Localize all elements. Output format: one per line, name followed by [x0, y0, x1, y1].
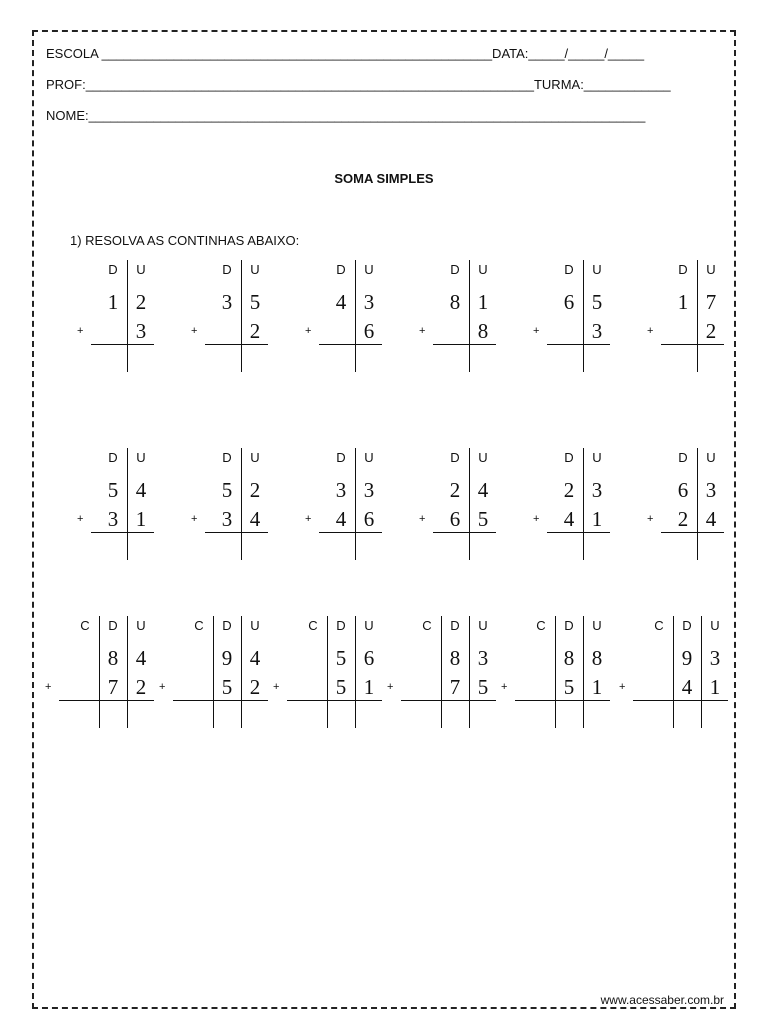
- column-header: U: [478, 618, 488, 633]
- column-header: U: [364, 618, 374, 633]
- top-digit: 4: [249, 646, 261, 670]
- top-digit: 1: [677, 290, 689, 314]
- top-digit: 5: [107, 478, 119, 502]
- column-divider: [99, 616, 100, 728]
- bottom-digit: 1: [591, 675, 603, 699]
- top-digit: 9: [681, 646, 693, 670]
- column-divider: [701, 616, 702, 728]
- column-divider: [697, 448, 698, 560]
- plus-sign: +: [619, 681, 626, 693]
- plus-sign: +: [419, 325, 426, 337]
- column-divider: [583, 616, 584, 728]
- bottom-digit: 7: [449, 675, 461, 699]
- column-divider: [583, 448, 584, 560]
- column-divider: [555, 616, 556, 728]
- bottom-digit: 5: [221, 675, 233, 699]
- top-digit: 8: [107, 646, 119, 670]
- top-digit: 3: [363, 478, 375, 502]
- bottom-digit: 4: [335, 507, 347, 531]
- column-header: U: [136, 450, 146, 465]
- bottom-digit: 1: [135, 507, 147, 531]
- column-divider: [583, 260, 584, 372]
- sum-line: [633, 700, 728, 701]
- worksheet-title: SOMA SIMPLES: [334, 171, 434, 186]
- bottom-digit: 5: [477, 675, 489, 699]
- column-divider: [355, 616, 356, 728]
- top-digit: 5: [221, 478, 233, 502]
- bottom-digit: 3: [135, 319, 147, 343]
- sum-line: [433, 532, 496, 533]
- column-header: D: [336, 618, 346, 633]
- top-digit: 3: [709, 646, 721, 670]
- sum-line: [91, 532, 154, 533]
- top-digit: 3: [221, 290, 233, 314]
- plus-sign: +: [647, 513, 654, 525]
- exercise-instruction: 1) RESOLVA AS CONTINHAS ABAIXO:: [70, 233, 300, 248]
- top-digit: 3: [591, 478, 603, 502]
- column-header: D: [336, 262, 346, 277]
- column-header: C: [80, 618, 90, 633]
- bottom-digit: 3: [107, 507, 119, 531]
- sum-line: [401, 700, 496, 701]
- top-digit: 8: [563, 646, 575, 670]
- bottom-digit: 2: [249, 319, 261, 343]
- sum-line: [205, 532, 268, 533]
- bottom-digit: 2: [249, 675, 261, 699]
- top-digit: 5: [249, 290, 261, 314]
- plus-sign: +: [501, 681, 508, 693]
- bottom-digit: 1: [363, 675, 375, 699]
- column-header: U: [710, 618, 720, 633]
- top-digit: 3: [363, 290, 375, 314]
- sum-line: [319, 532, 382, 533]
- website-footer: www.acessaber.com.br: [600, 993, 724, 1007]
- sum-line: [91, 344, 154, 345]
- plus-sign: +: [191, 513, 198, 525]
- column-header: D: [678, 450, 688, 465]
- bottom-digit: 1: [591, 507, 603, 531]
- top-digit: 5: [591, 290, 603, 314]
- bottom-digit: 1: [709, 675, 721, 699]
- column-header: U: [364, 262, 374, 277]
- top-digit: 8: [449, 290, 461, 314]
- top-digit: 3: [335, 478, 347, 502]
- sum-line: [547, 344, 610, 345]
- column-header: U: [364, 450, 374, 465]
- column-divider: [241, 616, 242, 728]
- plus-sign: +: [533, 513, 540, 525]
- sum-line: [547, 532, 610, 533]
- top-digit: 2: [563, 478, 575, 502]
- top-digit: 4: [135, 478, 147, 502]
- column-header: D: [336, 450, 346, 465]
- column-divider: [355, 260, 356, 372]
- bottom-digit: 3: [221, 507, 233, 531]
- column-header: U: [592, 262, 602, 277]
- school-field: ESCOLA ______________________________________________________DATA:_____/_____/_____: [46, 46, 645, 61]
- plus-sign: +: [305, 513, 312, 525]
- column-header: C: [308, 618, 318, 633]
- top-digit: 6: [563, 290, 575, 314]
- top-digit: 4: [335, 290, 347, 314]
- sum-line: [433, 344, 496, 345]
- bottom-digit: 2: [705, 319, 717, 343]
- top-digit: 3: [477, 646, 489, 670]
- top-digit: 4: [477, 478, 489, 502]
- plus-sign: +: [647, 325, 654, 337]
- column-header: U: [478, 450, 488, 465]
- column-divider: [469, 448, 470, 560]
- column-divider: [441, 616, 442, 728]
- plus-sign: +: [77, 513, 84, 525]
- column-header: C: [422, 618, 432, 633]
- column-divider: [127, 448, 128, 560]
- sum-line: [287, 700, 382, 701]
- top-digit: 3: [705, 478, 717, 502]
- top-digit: 8: [449, 646, 461, 670]
- column-header: D: [682, 618, 692, 633]
- bottom-digit: 6: [363, 319, 375, 343]
- bottom-digit: 4: [249, 507, 261, 531]
- bottom-digit: 6: [449, 507, 461, 531]
- teacher-field: PROF:______________________________________________________________TURMA:____________: [46, 77, 671, 92]
- top-digit: 7: [705, 290, 717, 314]
- column-header: U: [592, 618, 602, 633]
- top-digit: 1: [107, 290, 119, 314]
- plus-sign: +: [159, 681, 166, 693]
- column-header: U: [250, 618, 260, 633]
- bottom-digit: 5: [335, 675, 347, 699]
- column-header: D: [108, 262, 118, 277]
- plus-sign: +: [77, 325, 84, 337]
- column-header: D: [564, 450, 574, 465]
- column-header: D: [678, 262, 688, 277]
- column-divider: [697, 260, 698, 372]
- column-divider: [127, 616, 128, 728]
- column-header: U: [592, 450, 602, 465]
- sum-line: [59, 700, 154, 701]
- column-header: U: [250, 262, 260, 277]
- column-divider: [127, 260, 128, 372]
- top-digit: 6: [363, 646, 375, 670]
- column-divider: [241, 448, 242, 560]
- column-header: D: [222, 450, 232, 465]
- column-header: C: [654, 618, 664, 633]
- name-field: NOME:_____________________________________________________________________________: [46, 108, 646, 123]
- top-digit: 2: [249, 478, 261, 502]
- column-header: D: [222, 262, 232, 277]
- column-header: D: [108, 450, 118, 465]
- plus-sign: +: [419, 513, 426, 525]
- plus-sign: +: [387, 681, 394, 693]
- column-header: U: [478, 262, 488, 277]
- sum-line: [205, 344, 268, 345]
- sum-line: [661, 344, 724, 345]
- column-divider: [673, 616, 674, 728]
- plus-sign: +: [191, 325, 198, 337]
- top-digit: 8: [591, 646, 603, 670]
- plus-sign: +: [533, 325, 540, 337]
- column-header: C: [194, 618, 204, 633]
- top-digit: 2: [135, 290, 147, 314]
- bottom-digit: 8: [477, 319, 489, 343]
- column-header: D: [450, 262, 460, 277]
- column-header: U: [136, 262, 146, 277]
- bottom-digit: 2: [677, 507, 689, 531]
- top-digit: 5: [335, 646, 347, 670]
- column-header: U: [250, 450, 260, 465]
- sum-line: [319, 344, 382, 345]
- top-digit: 9: [221, 646, 233, 670]
- column-divider: [241, 260, 242, 372]
- column-header: U: [706, 450, 716, 465]
- plus-sign: +: [273, 681, 280, 693]
- bottom-digit: 4: [563, 507, 575, 531]
- column-header: C: [536, 618, 546, 633]
- top-digit: 1: [477, 290, 489, 314]
- column-header: D: [450, 450, 460, 465]
- top-digit: 4: [135, 646, 147, 670]
- column-header: D: [450, 618, 460, 633]
- bottom-digit: 3: [591, 319, 603, 343]
- column-header: U: [706, 262, 716, 277]
- bottom-digit: 7: [107, 675, 119, 699]
- column-header: D: [564, 618, 574, 633]
- bottom-digit: 2: [135, 675, 147, 699]
- column-header: D: [564, 262, 574, 277]
- column-divider: [469, 260, 470, 372]
- top-digit: 6: [677, 478, 689, 502]
- plus-sign: +: [45, 681, 52, 693]
- column-header: D: [108, 618, 118, 633]
- bottom-digit: 4: [681, 675, 693, 699]
- bottom-digit: 5: [477, 507, 489, 531]
- sum-line: [661, 532, 724, 533]
- top-digit: 2: [449, 478, 461, 502]
- bottom-digit: 5: [563, 675, 575, 699]
- column-divider: [355, 448, 356, 560]
- plus-sign: +: [305, 325, 312, 337]
- sum-line: [515, 700, 610, 701]
- column-header: D: [222, 618, 232, 633]
- column-divider: [469, 616, 470, 728]
- bottom-digit: 6: [363, 507, 375, 531]
- column-divider: [327, 616, 328, 728]
- column-header: U: [136, 618, 146, 633]
- bottom-digit: 4: [705, 507, 717, 531]
- column-divider: [213, 616, 214, 728]
- sum-line: [173, 700, 268, 701]
